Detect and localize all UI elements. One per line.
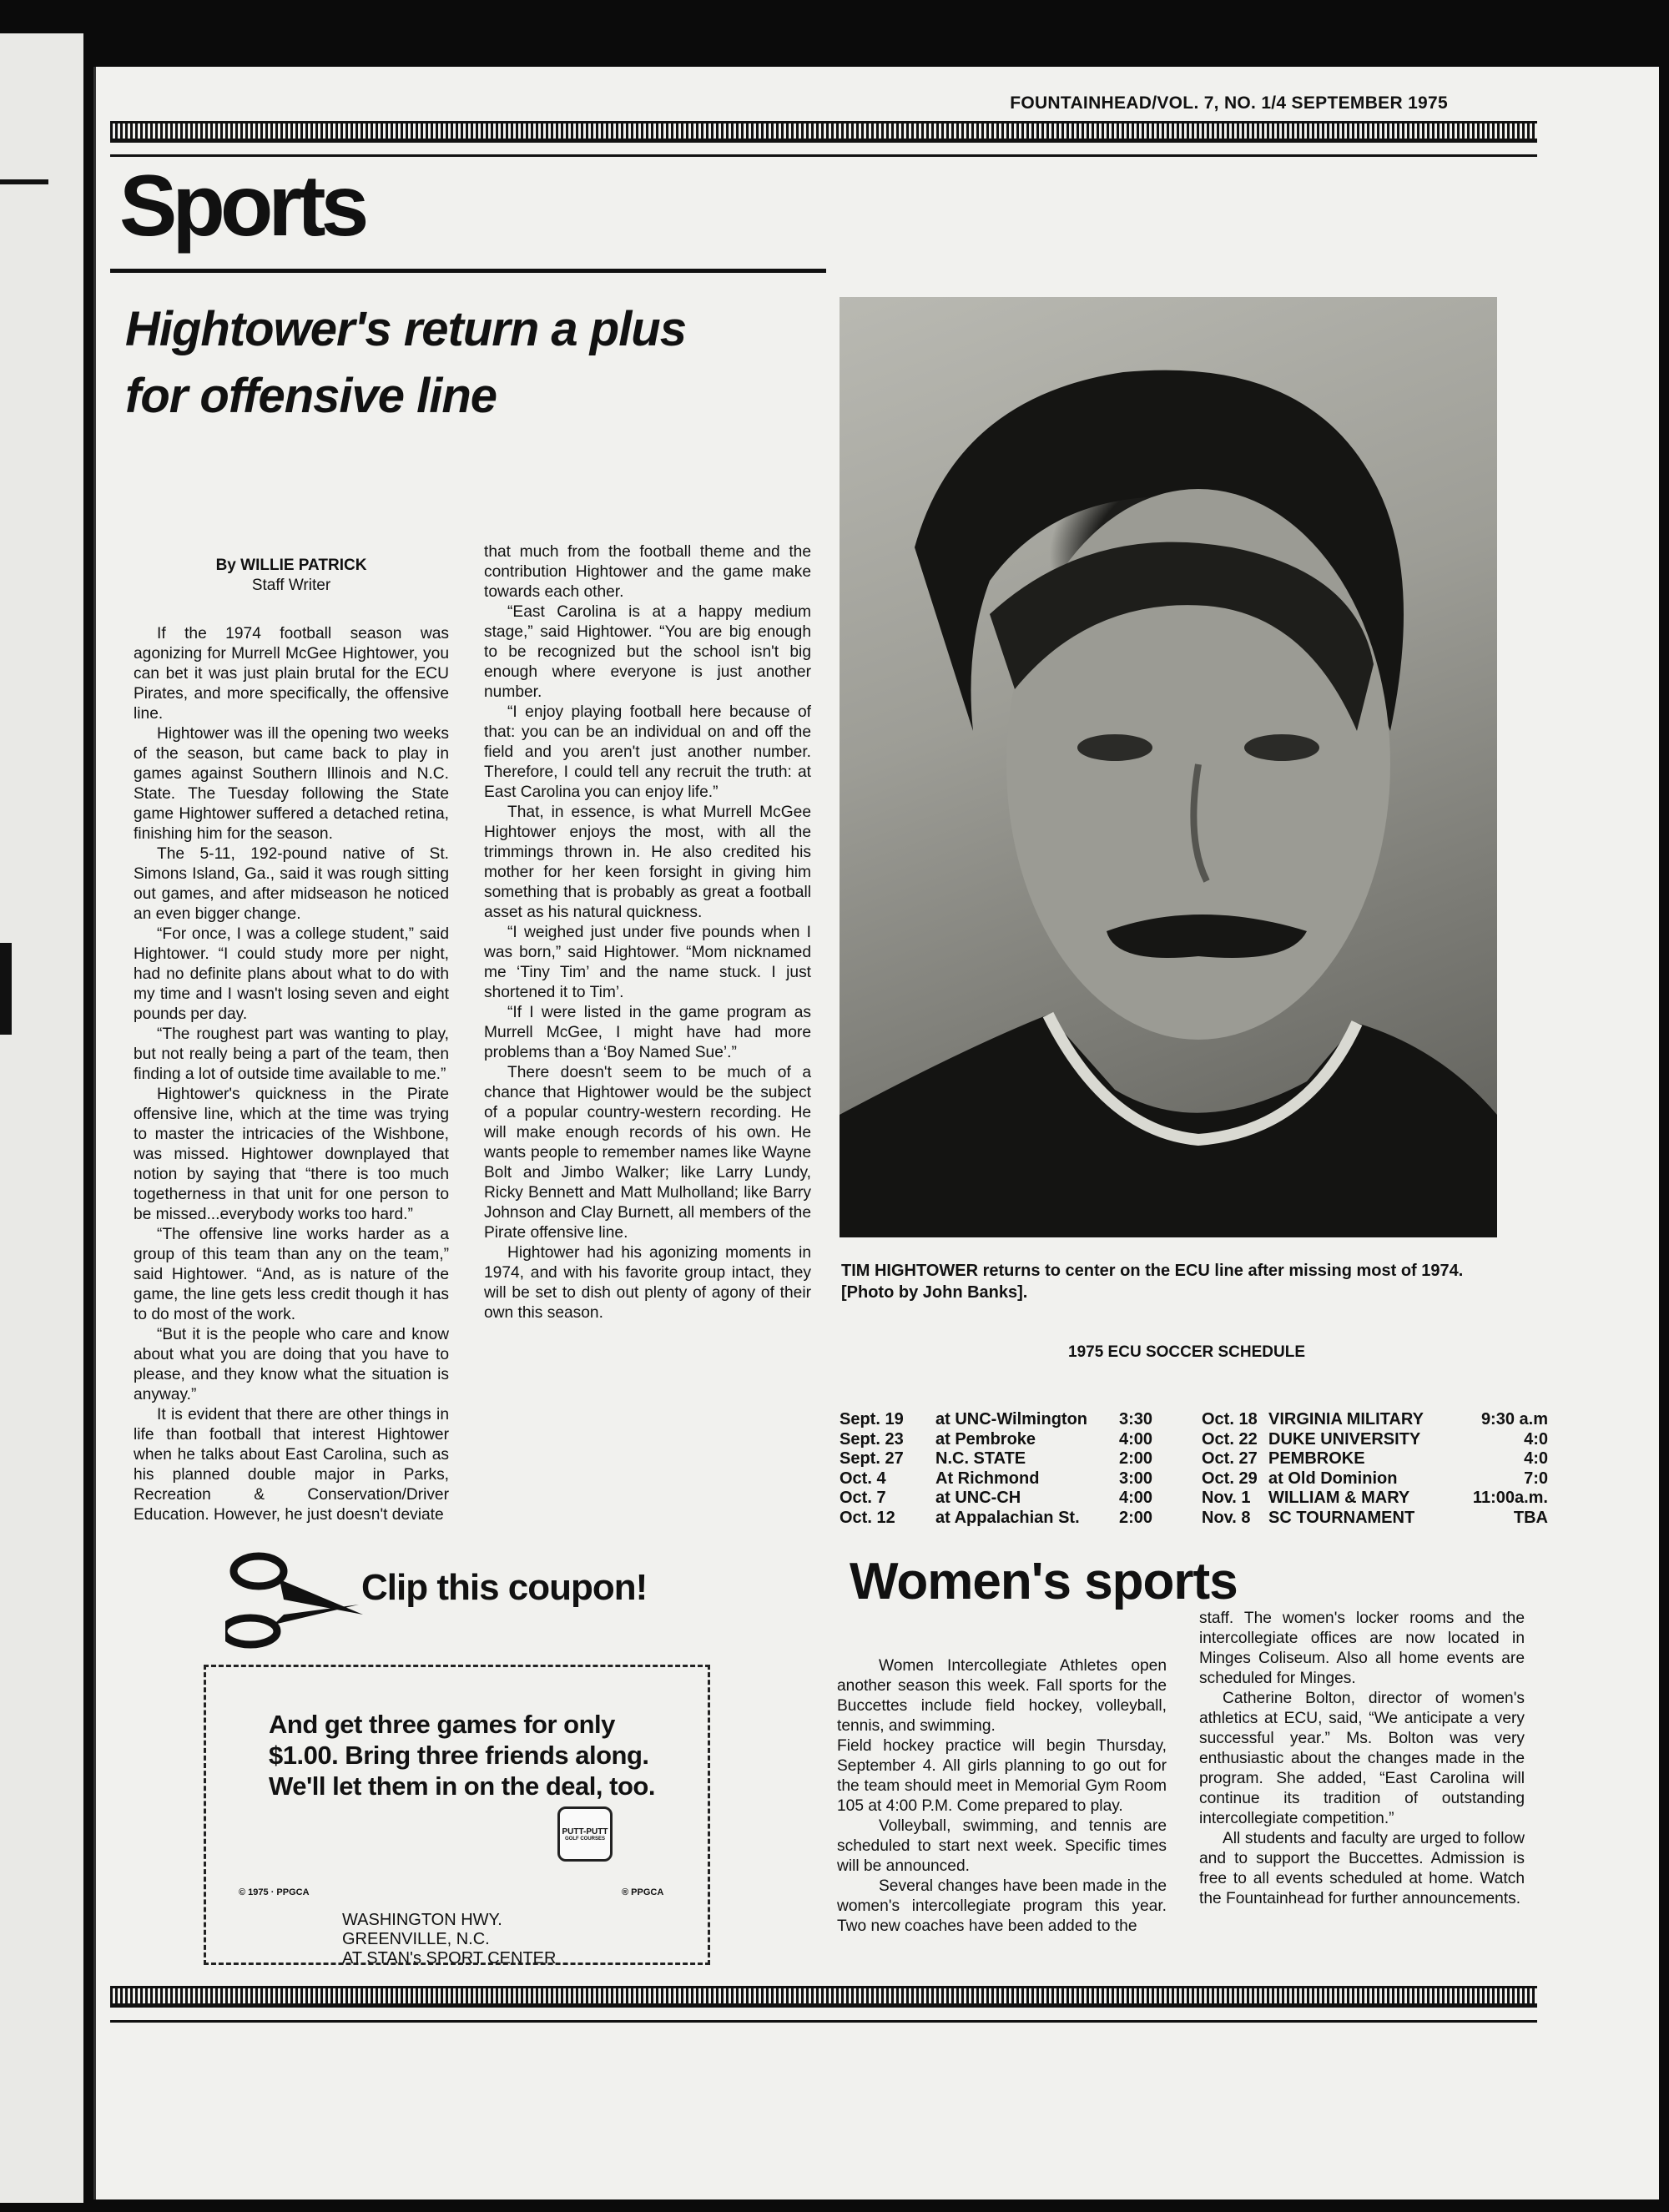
article-paragraph: “But it is the people who care and know about what you are doing that you have to please, and they know what the situation is anyway.” bbox=[134, 1326, 449, 1403]
byline-name: By WILLIE PATRICK bbox=[215, 557, 367, 574]
article-paragraph: that much from the football theme and the contribution Hightower and the game make towards each other. bbox=[484, 543, 811, 601]
masthead: FOUNTAINHEAD/VOL. 7, NO. 1/4 SEPTEMBER 1975 bbox=[1010, 93, 1448, 113]
article-paragraph: “The offensive line works harder as a group of this team than any on the team,” said Hightower. “And, as is nature of the game, the line gets less credit though it has to do most of the work. bbox=[134, 1226, 449, 1323]
game-time: 11:00a.m. bbox=[1472, 1489, 1548, 1507]
article-column-1 bbox=[134, 624, 449, 1525]
schedule-row bbox=[840, 1449, 1182, 1469]
game-time: 2:00 bbox=[1119, 1449, 1153, 1468]
schedule-row bbox=[840, 1509, 1182, 1529]
bottom-ornamental-rule bbox=[110, 1986, 1537, 2008]
putt-putt-logo bbox=[557, 1806, 613, 1862]
schedule-row bbox=[1202, 1410, 1552, 1430]
article-paragraph: Catherine Bolton, director of women's athletics at ECU, said, “We anticipate a very successful year.” Ms. Bolton was very enthusiastic about the changes made in the program. She added, “East Carolina will continue its tradition of outstanding intercollegiate competition.” bbox=[1199, 1690, 1525, 1827]
previous-page-edge bbox=[0, 33, 83, 2203]
address-line: GREENVILLE, N.C. bbox=[342, 1930, 490, 1948]
game-date: Sept. 19 bbox=[840, 1410, 904, 1428]
game-date: Oct. 22 bbox=[1202, 1429, 1258, 1449]
schedule-left-column bbox=[840, 1410, 1182, 1528]
game-opponent: at Pembroke bbox=[935, 1429, 1036, 1449]
game-date: Sept. 23 bbox=[840, 1429, 904, 1449]
game-time: 4:00 bbox=[1119, 1429, 1153, 1449]
game-opponent: WILLIAM & MARY bbox=[1268, 1489, 1410, 1507]
schedule-row bbox=[1202, 1489, 1552, 1509]
address-line: AT STAN's SPORT CENTER bbox=[342, 1949, 557, 1968]
game-date: Sept. 27 bbox=[840, 1449, 904, 1468]
article-paragraph: “East Carolina is at a happy medium stage,” said Hightower. “You are big enough to be recognized but the school isn't big enough where everyone is just another number. bbox=[484, 603, 811, 701]
previous-page-rule bbox=[0, 179, 48, 184]
schedule-row bbox=[1202, 1430, 1552, 1450]
schedule-row bbox=[1202, 1509, 1552, 1529]
article-paragraph: “The roughest part was wanting to play, but not really being a part of the team, then finding a lot of outside time available to me.” bbox=[134, 1025, 449, 1083]
article-paragraph: “I weighed just under five pounds when I was born,” said Hightower. “Mom nicknamed me ‘Tiny Tim’ and the name stuck. I just shortened it to Tim’. bbox=[484, 924, 811, 1001]
game-time: TBA bbox=[1513, 1508, 1548, 1527]
game-time: 4:0 bbox=[1524, 1449, 1548, 1468]
game-date: Oct. 4 bbox=[840, 1469, 886, 1488]
article-paragraph: If the 1974 football season was agonizing for Murrell McGee Hightower, you can bet it was just plain brutal for the ECU Pirates, and more specifically, the offensive line. bbox=[134, 625, 449, 723]
section-rule bbox=[110, 269, 826, 273]
article-paragraph: There doesn't seem to be much of a chance that Hightower would be the subject of a popular country-western recording. He will make enough records of his own. He wants people to remember names like Wayne Bolt and Jimbo Walker; like Larry Lundy, Ricky Bennett and Matt Mulholland; like Barry Johnson and Clay Burnett, all members of the Pirate offensive line. bbox=[484, 1064, 811, 1242]
article-paragraph: Volleyball, swimming, and tennis are scheduled to start next week. Specific times will be announced. bbox=[837, 1817, 1167, 1875]
game-opponent: N.C. STATE bbox=[935, 1449, 1026, 1468]
game-date: Oct. 18 bbox=[1202, 1410, 1258, 1428]
article-paragraph: “For once, I was a college student,” said Hightower. “I could study more per night, had no definite plans about what to do with my time and I wasn't losing seven and eight pounds per day. bbox=[134, 925, 449, 1023]
article-paragraph: “If I were listed in the game program as Murrell McGee, I might have had more problems than a ‘Boy Named Sue’.” bbox=[484, 1004, 811, 1061]
game-date: Nov. 8 bbox=[1202, 1508, 1251, 1527]
article-paragraph: It is evident that there are other things in life than football that interest Hightower when he talks about East Carolina, such as his planned double major in Parks, Recreation & Conservation/Driver Education. However, he just doesn't deviate bbox=[134, 1406, 449, 1524]
article-paragraph: Hightower had his agonizing moments in 1974, and with his favorite group intact, they will be set to dish out plenty of agony of their own this season. bbox=[484, 1244, 811, 1322]
game-date: Oct. 12 bbox=[840, 1508, 895, 1527]
bottom-rule bbox=[110, 2020, 1537, 2023]
womens-column-2 bbox=[1199, 1609, 1525, 1909]
game-opponent: at Old Dominion bbox=[1268, 1469, 1398, 1488]
top-rule bbox=[110, 154, 1537, 157]
schedule-row bbox=[1202, 1469, 1552, 1489]
game-opponent: DUKE UNIVERSITY bbox=[1268, 1429, 1421, 1449]
logo-subtext: GOLF COURSES bbox=[564, 1836, 605, 1842]
game-date: Oct. 29 bbox=[1202, 1469, 1258, 1488]
article-paragraph: Hightower was ill the opening two weeks of the season, but came back to play in games against Southern Illinois and N.C. State. The Tuesday following the State game Hightower suffered a detached retina, finishing him for the season. bbox=[134, 725, 449, 843]
game-time: 2:00 bbox=[1119, 1508, 1153, 1527]
schedule-row bbox=[840, 1469, 1182, 1489]
article-paragraph: Several changes have been made in the women's intercollegiate program this year. Two new coaches have been added to the bbox=[837, 1877, 1167, 1935]
schedule-title: 1975 ECU SOCCER SCHEDULE bbox=[1068, 1343, 1306, 1361]
game-date: Oct. 7 bbox=[840, 1489, 886, 1507]
womens-sports-headline: Women's sports bbox=[850, 1553, 1238, 1610]
coupon-trademark: ® PPGCA bbox=[622, 1887, 664, 1897]
game-opponent: at Appalachian St. bbox=[935, 1508, 1080, 1527]
address-line: WASHINGTON HWY. bbox=[342, 1911, 502, 1929]
player-portrait-illustration bbox=[840, 297, 1497, 1237]
game-opponent: at UNC-Wilmington bbox=[935, 1410, 1088, 1428]
article-paragraph: Women Intercollegiate Athletes open another season this week. Fall sports for the Buccettes include field hockey, volleyball, tennis, and swimming. bbox=[837, 1657, 1167, 1735]
article-headline bbox=[125, 296, 843, 430]
article-paragraph: Hightower's quickness in the Pirate offensive line, which at the time was trying to master the intricacies of the Wishbone, was missed. Hightower downplayed that notion by saying that “there is too much togetherness in that unit for one person to be missed...everybody works too hard.” bbox=[134, 1086, 449, 1223]
article-paragraph: Field hockey practice will begin Thursday, September 4. All girls planning to go out for the team should meet in Memorial Gym Room 105 at 4:00 P.M. Come prepared to play. bbox=[837, 1737, 1167, 1815]
article-paragraph: “I enjoy playing football here because of that: you can be an individual on and off the field and you aren't just another number. Therefore, I could tell any recruit the truth: at East Carolina you can enjoy life.” bbox=[484, 703, 811, 801]
byline bbox=[134, 556, 449, 596]
article-paragraph: That, in essence, is what Murrell McGee Hightower enjoys the most, with all the trimmings thrown in. He also credited his mother for her keen forsight in giving him something that is probably as great a football asset as his natural quickness. bbox=[484, 804, 811, 921]
game-time: 3:30 bbox=[1119, 1410, 1153, 1428]
schedule-row bbox=[1202, 1449, 1552, 1469]
coupon-copyright: © 1975 · PPGCA bbox=[239, 1887, 310, 1897]
scissors-icon bbox=[225, 1548, 367, 1656]
coupon-title: Clip this coupon! bbox=[361, 1567, 648, 1608]
game-time: 9:30 a.m bbox=[1480, 1410, 1548, 1428]
schedule-row bbox=[840, 1410, 1182, 1430]
article-paragraph: The 5-11, 192-pound native of St. Simons Island, Ga., said it was rough sitting out games, and after midseason he noticed an even bigger change. bbox=[134, 845, 449, 923]
game-opponent: At Richmond bbox=[935, 1469, 1040, 1488]
game-date: Oct. 27 bbox=[1202, 1449, 1258, 1468]
schedule-row bbox=[840, 1489, 1182, 1509]
section-title: Sports bbox=[119, 158, 365, 254]
schedule-right-column bbox=[1202, 1410, 1552, 1528]
byline-title: Staff Writer bbox=[251, 577, 331, 594]
game-time: 4:0 bbox=[1524, 1429, 1548, 1449]
headline-line-1: Hightower's return a plus bbox=[125, 302, 686, 356]
photo-caption: TIM HIGHTOWER returns to center on the ECU line after missing most of 1974. [Photo by John Banks]. bbox=[841, 1262, 1464, 1302]
game-opponent: SC TOURNAMENT bbox=[1268, 1508, 1415, 1527]
top-ornamental-rule bbox=[110, 121, 1537, 143]
article-paragraph: All students and faculty are urged to follow and to support the Buccettes. Admission is free to all events scheduled at home. Watch the Fountainhead for further announcements. bbox=[1199, 1830, 1525, 1907]
article-column-2 bbox=[484, 542, 811, 1323]
game-opponent: PEMBROKE bbox=[1268, 1449, 1365, 1468]
logo-text: PUTT-PUTT bbox=[562, 1827, 608, 1837]
game-time: 3:00 bbox=[1119, 1469, 1153, 1488]
game-time: 7:0 bbox=[1524, 1469, 1548, 1488]
game-time: 4:00 bbox=[1119, 1489, 1153, 1507]
headline-line-2: for offensive line bbox=[125, 369, 497, 423]
coupon-offer: And get three games for only $1.00. Bring three friends along. We'll let them in on the deal, too. bbox=[269, 1710, 655, 1801]
article-paragraph: staff. The women's locker rooms and the intercollegiate offices are now located in Minges Coliseum. Also all home events are scheduled for Minges. bbox=[1199, 1610, 1525, 1687]
schedule-row bbox=[840, 1430, 1182, 1450]
womens-column-1 bbox=[837, 1656, 1167, 1937]
previous-page-block bbox=[0, 943, 12, 1035]
game-opponent: VIRGINIA MILITARY bbox=[1268, 1410, 1424, 1428]
coupon-address bbox=[342, 1911, 556, 1968]
game-date: Nov. 1 bbox=[1202, 1489, 1251, 1507]
game-opponent: at UNC-CH bbox=[935, 1489, 1021, 1507]
player-photo bbox=[840, 297, 1497, 1237]
